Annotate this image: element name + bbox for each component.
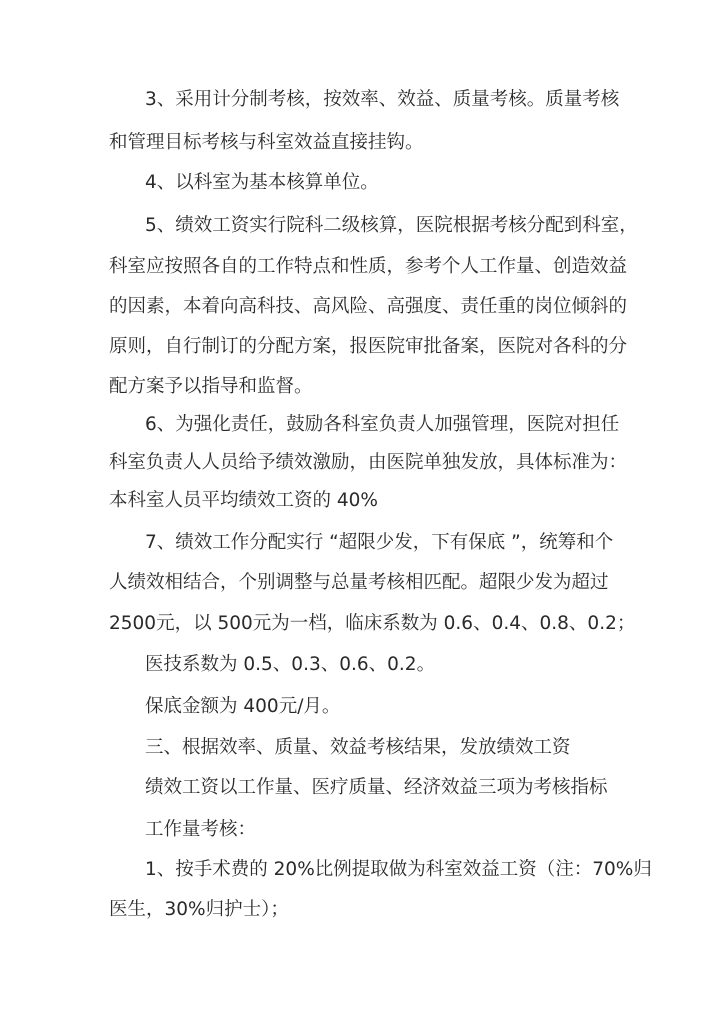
paragraph-line: 和管理目标考核与科室效益直接挂钩。 [109, 132, 424, 153]
paragraph-line: 绩效工资以工作量、医疗质量、经济效益三项为考核指标 [145, 777, 608, 798]
paragraph-line: 原则，自行制订的分配方案，报医院审批备案，医院对各科的分 [109, 336, 628, 357]
paragraph-line: 工作量考核： [145, 819, 257, 840]
paragraph-line: 医技系数为 0.5、0.3、0.6、0.2。 [145, 654, 436, 675]
paragraph-line: 5、绩效工资实行院科二级核算，医院根据考核分配到科室， [145, 215, 638, 236]
paragraph-line: 4、以科室为基本核算单位。 [145, 172, 379, 193]
paragraph-line: 7、绩效工作分配实行 “超限少发，下有保底 ”，统筹和个 [145, 532, 614, 553]
paragraph-line: 医生，30%归护士）； [109, 899, 289, 920]
paragraph-line: 的因素，本着向高科技、高风险、高强度、责任重的岗位倾斜的 [109, 296, 628, 317]
paragraph-line: 科室负责人人员给予绩效激励，由医院单独发放，具体标准为： [109, 452, 628, 473]
paragraph-line: 人绩效相结合，个别调整与总量考核相匹配。超限少发为超过 [109, 572, 609, 593]
paragraph-line: 三、根据效率、质量、效益考核结果，发放绩效工资 [145, 737, 571, 758]
paragraph-line: 保底金额为 400元/月。 [145, 696, 341, 717]
paragraph-line: 3、采用计分制考核，按效率、效益、质量考核。质量考核 [145, 89, 620, 110]
paragraph-line: 1、按手术费的 20%比例提取做为科室效益工资（注：70%归 [145, 859, 652, 880]
paragraph-line: 科室应按照各自的工作特点和性质，参考个人工作量、创造效益 [109, 256, 628, 277]
paragraph-line: 6、为强化责任，鼓励各科室负责人加强管理，医院对担任 [145, 414, 620, 435]
paragraph-line: 本科室人员平均绩效工资的 40% [109, 490, 379, 511]
paragraph-line: 2500元，以 500元为一档，临床系数为 0.6、0.4、0.8、0.2； [109, 613, 636, 634]
paragraph-line: 配方案予以指导和监督。 [109, 376, 313, 397]
